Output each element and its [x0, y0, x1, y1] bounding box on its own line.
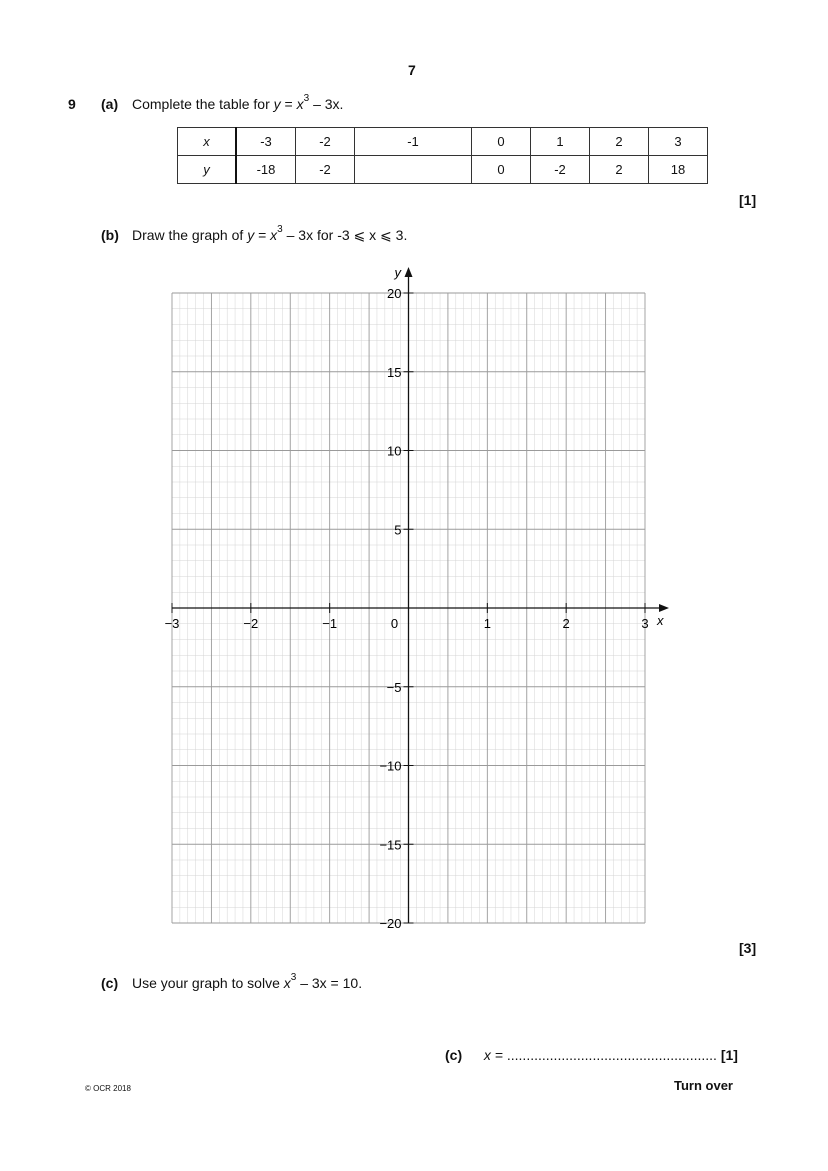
table-row-x [178, 128, 708, 156]
part-b-marks: [3] [739, 940, 757, 956]
part-c-text: Use your graph to solve [132, 975, 280, 991]
table-cell: -18 [236, 156, 296, 184]
eq-a-rest: – 3x [313, 96, 340, 112]
y-tick-label: −20 [379, 916, 402, 931]
table-cell: 18 [649, 156, 708, 184]
eq-b-lhs: y [247, 227, 255, 243]
graph-grid[interactable] [150, 255, 690, 945]
question-number: 9 [68, 96, 76, 112]
eq-a-lhs: y [273, 96, 281, 112]
y-tick-label: −5 [386, 679, 402, 695]
x-axis-label: x [657, 613, 664, 628]
part-a-text: Complete the table for [132, 96, 270, 112]
tick-labels [165, 265, 664, 931]
table-cell: 3 [649, 128, 708, 156]
values-table [177, 127, 708, 184]
x-tick-label: 3 [641, 616, 649, 631]
part-b-label: (b) [101, 227, 119, 243]
eq-a-end: . [339, 96, 344, 112]
eq-b-eq: = [258, 227, 267, 243]
eq-c-power: 3 [290, 972, 297, 983]
eq-c-base: x [283, 975, 291, 991]
part-b-instruction [132, 224, 408, 244]
axes [172, 267, 669, 923]
x-tick-label: 2 [562, 616, 570, 631]
table-header-x: x [178, 128, 237, 156]
y-axis-arrow [405, 267, 413, 277]
eq-b-power: 3 [277, 224, 283, 235]
x-tick-label: −1 [322, 616, 338, 631]
eq-a-power: 3 [303, 93, 310, 104]
y-tick-label: −10 [379, 758, 402, 774]
eq-a-eq: = [284, 96, 293, 112]
answer-dots[interactable]: ...................................................... [506, 1047, 717, 1063]
x-tick-label: 1 [483, 616, 491, 631]
part-b-text: Draw the graph of [132, 227, 244, 243]
eq-b-base: x [270, 227, 278, 243]
table-cell: -3 [236, 128, 296, 156]
x-tick-label: −3 [164, 616, 180, 631]
table-cell: 0 [472, 156, 531, 184]
table-cell: -2 [531, 156, 590, 184]
part-c-answer-line[interactable] [445, 1047, 738, 1063]
eq-a-base: x [296, 96, 304, 112]
page-number: 7 [408, 62, 416, 78]
y-tick-label: 15 [387, 364, 402, 380]
part-c-instruction [132, 972, 363, 991]
table-header-y: y [178, 156, 237, 184]
answer-label: (c) [445, 1047, 463, 1063]
table-cell: 2 [590, 156, 649, 184]
y-tick-label: 10 [387, 443, 402, 459]
table-cell: 1 [531, 128, 590, 156]
answer-prefix: x = [483, 1047, 503, 1063]
table-cell: -2 [296, 156, 355, 184]
part-c-marks: [1] [720, 1047, 738, 1063]
table-cell: 2 [590, 128, 649, 156]
part-b-range: for -3 ⩽ x ⩽ 3. [316, 227, 408, 243]
y-tick-label: −15 [379, 837, 402, 853]
part-a-label: (a) [101, 96, 119, 112]
y-tick-label: 20 [387, 286, 402, 301]
copyright: © OCR 2018 [85, 1084, 131, 1093]
table-cell-answer[interactable] [355, 156, 472, 184]
table-cell: 0 [472, 128, 531, 156]
part-a-instruction [132, 93, 344, 112]
y-tick-label: 5 [394, 522, 402, 538]
x-axis-arrow [659, 604, 669, 612]
table-cell: -2 [296, 128, 355, 156]
eq-c-rest: – 3x = 10. [300, 975, 363, 991]
table-cell: -1 [355, 128, 472, 156]
turn-over: Turn over [674, 1078, 733, 1093]
part-c-label: (c) [101, 975, 119, 991]
x-tick-label: 0 [390, 616, 399, 631]
y-axis-label: y [394, 265, 401, 280]
eq-b-rest: – 3x [286, 227, 314, 243]
part-a-marks: [1] [739, 192, 757, 208]
x-tick-label: −2 [243, 616, 259, 631]
table-row-y [178, 156, 708, 184]
